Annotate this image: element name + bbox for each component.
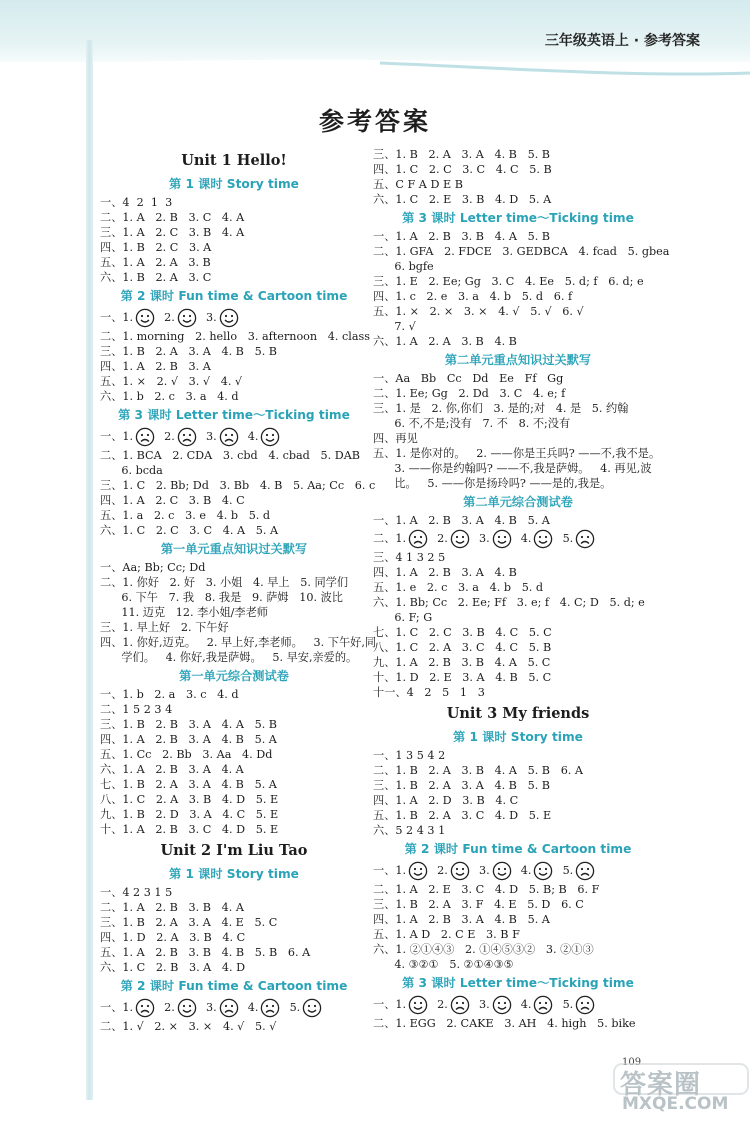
sad-face-icon	[533, 995, 553, 1015]
answer-number: 一、1.	[100, 1001, 134, 1014]
answer-number: 3.	[198, 1001, 217, 1014]
answer-number: 3.	[471, 864, 490, 877]
answer-line: 四、1. D 2. A 3. B 4. C	[100, 931, 246, 944]
happy-face-icon	[408, 995, 428, 1015]
answer-line: 学们。 4. 你好,我是萨姆。 5. 早安,亲爱的。	[100, 651, 358, 664]
answer-line: 七、1. B 2. A 3. A 4. B 5. A	[100, 778, 277, 791]
happy-face-icon	[177, 998, 197, 1018]
sad-face-icon	[575, 861, 595, 881]
answer-line: 八、1. C 2. A 3. B 4. D 5. E	[100, 793, 279, 806]
answer-line: 二、1 5 2 3 4	[100, 703, 173, 716]
answer-number: 5.	[555, 998, 574, 1011]
answer-number: 4.	[240, 430, 259, 443]
answer-line: 五、1. A D 2. C E 3. B F	[373, 928, 520, 941]
answer-line: 三、1. E 2. Ee; Gg 3. C 4. Ee 5. d; f 6. d; e	[373, 275, 644, 288]
sad-face-icon	[135, 427, 155, 447]
answer-number: 3.	[471, 998, 490, 1011]
right-column	[373, 147, 670, 1031]
answer-line: 6. 不,不是;没有 7. 不 8. 不;没有	[373, 417, 571, 430]
face-answer-row	[373, 860, 663, 882]
answer-line: 四、1. c 2. e 3. a 4. b 5. d 6. f	[373, 290, 573, 303]
answer-line: 四、1. A 2. B 3. A 4. B 5. A	[100, 733, 277, 746]
section-heading: 第 3 课时 Letter time～Ticking time	[402, 211, 634, 225]
happy-face-icon	[408, 861, 428, 881]
answer-line: 十、1. D 2. E 3. A 4. B 5. C	[373, 671, 552, 684]
sad-face-icon	[575, 995, 595, 1015]
answer-line: 三、1. C 2. Bb; Dd 3. Bb 4. B 5. Aa; Cc 6. c	[100, 479, 376, 492]
answer-line: 二、1. A 2. B 3. C 4. A	[100, 211, 245, 224]
answer-line: 11. 迈克 12. 李小姐/李老师	[100, 606, 268, 619]
answer-line: 六、1. C 2. B 3. A 4. D	[100, 961, 246, 974]
section-heading: 第一单元综合测试卷	[179, 669, 289, 683]
answer-line: 一、1 3 5 4 2	[373, 749, 446, 762]
answer-line: 三、1. 是 2. 你,你们 3. 是的;对 4. 是 5. 约翰	[373, 402, 629, 415]
answer-line: 四、1. C 2. C 3. C 4. C 5. B	[373, 163, 552, 176]
answer-line: 四、1. A 2. B 3. A 4. B 5. A	[373, 913, 550, 926]
answer-line: 三、1. A 2. C 3. B 4. A	[100, 226, 245, 239]
answer-line: 九、1. B 2. D 3. A 4. C 5. E	[100, 808, 279, 821]
answer-number: 4.	[513, 998, 532, 1011]
watermark-text: 答案圈	[620, 1070, 702, 1100]
happy-face-icon	[302, 998, 322, 1018]
answer-number: 5.	[555, 532, 574, 545]
section-heading: 第 2 课时 Fun time & Cartoon time	[120, 979, 348, 993]
section-heading: 第二单元综合测试卷	[463, 495, 573, 509]
section-heading: 第 1 课时 Story time	[169, 177, 299, 191]
answer-line: 五、1. B 2. A 3. C 4. D 5. E	[373, 809, 552, 822]
sad-face-icon	[260, 998, 280, 1018]
happy-face-icon	[177, 308, 197, 328]
answer-line: 七、1. C 2. C 3. B 4. C 5. C	[373, 626, 552, 639]
answer-line: 二、1. A 2. B 3. B 4. A	[100, 901, 244, 914]
section-heading: 第 3 课时 Letter time～Ticking time	[118, 408, 350, 422]
answer-line: 一、4 2 3 1 5	[100, 886, 173, 899]
answer-line: 6. F; G	[373, 611, 433, 624]
answer-line: 二、1. Ee; Gg 2. Dd 3. C 4. e; f	[373, 387, 566, 400]
answer-number: 5.	[555, 864, 574, 877]
answer-line: 二、1. EGG 2. CAKE 3. AH 4. high 5. bike	[373, 1017, 636, 1030]
sad-face-icon	[408, 529, 428, 549]
answer-line: 五、1. × 2. √ 3. √ 4. √	[100, 375, 243, 388]
answer-line: 三、1. B 2. A 3. F 4. E 5. D 6. C	[373, 898, 584, 911]
answer-line: 四、1. B 2. C 3. A	[100, 241, 212, 254]
answer-line: 三、1. B 2. B 3. A 4. A 5. B	[100, 718, 278, 731]
page-spine	[86, 40, 93, 1100]
answer-line: 7. √	[373, 320, 416, 333]
page-number: 109	[622, 1057, 642, 1068]
happy-face-icon	[533, 529, 553, 549]
answer-line: 二、1. A 2. E 3. C 4. D 5. B; B 6. F	[373, 883, 600, 896]
answer-line: 六、1. ②①④③ 2. ①④⑤③② 3. ②①③	[373, 943, 594, 956]
face-answer-row	[100, 307, 368, 329]
sad-face-icon	[219, 427, 239, 447]
sad-face-icon	[135, 998, 155, 1018]
sad-face-icon	[450, 995, 470, 1015]
unit-heading: Unit 1 Hello!	[181, 152, 287, 169]
page-title: 参考答案	[318, 107, 431, 136]
answer-line: 五、1. A 2. A 3. B	[100, 256, 211, 269]
answer-line: 六、1. A 2. B 3. A 4. A	[100, 763, 244, 776]
answer-number: 4.	[240, 1001, 259, 1014]
section-heading: 第 1 课时 Story time	[453, 730, 583, 744]
face-answer-row	[100, 997, 368, 1019]
happy-face-icon	[492, 529, 512, 549]
answer-line: 二、1. morning 2. hello 3. afternoon 4. class	[100, 330, 371, 343]
answer-number: 5.	[282, 1001, 301, 1014]
answer-line: 五、1. e 2. c 3. a 4. b 5. d	[373, 581, 544, 594]
happy-face-icon	[450, 529, 470, 549]
answer-line: 六、1. A 2. A 3. B 4. B	[373, 335, 517, 348]
answer-line: 六、1. C 2. C 3. C 4. A 5. A	[100, 524, 279, 537]
answer-line: 二、1. BCA 2. CDA 3. cbd 4. cbad 5. DAB	[100, 449, 360, 462]
answer-line: 一、1. A 2. B 3. A 4. B 5. A	[373, 514, 550, 527]
answer-line: 五、1. 是你对的。 2. ——你是王兵吗? ——不,我不是。	[373, 447, 661, 460]
happy-face-icon	[260, 427, 280, 447]
answer-line: 三、1. B 2. A 3. A 4. E 5. C	[100, 916, 278, 929]
answer-line: 一、Aa Bb Cc Dd Ee Ff Gg	[373, 372, 564, 385]
face-answer-row	[373, 994, 663, 1016]
answer-line: 4. ③②① 5. ②①④③⑤	[373, 958, 514, 971]
answer-number: 3.	[198, 311, 217, 324]
happy-face-icon	[492, 861, 512, 881]
section-heading: 第一单元重点知识过关默写	[160, 542, 308, 556]
answer-line: 六、5 2 4 3 1	[373, 824, 446, 837]
answer-line: 九、1. A 2. B 3. B 4. A 5. C	[373, 656, 551, 669]
sad-face-icon	[575, 529, 595, 549]
answer-line: 6. bcda	[100, 464, 163, 477]
answer-number: 2.	[157, 1001, 175, 1014]
answer-number: 一、1.	[373, 864, 407, 877]
answer-line: 6. bgfe	[373, 260, 434, 273]
answer-number: 4.	[513, 864, 532, 877]
unit-heading: Unit 2 I'm Liu Tao	[160, 842, 308, 859]
answer-line: 四、1. A 2. B 3. A	[100, 360, 211, 373]
answer-line: 一、1. A 2. B 3. B 4. A 5. B	[373, 230, 551, 243]
answer-line: 6. 下午 7. 我 8. 我是 9. 萨姆 10. 波比	[100, 591, 343, 604]
happy-face-icon	[533, 861, 553, 881]
answer-line: 四、1. A 2. B 3. A 4. B	[373, 566, 517, 579]
section-heading: 第二单元重点知识过关默写	[444, 353, 592, 367]
answer-line: 三、1. B 2. A 3. A 4. B 5. B	[373, 779, 551, 792]
answer-number: 一、1.	[100, 311, 134, 324]
answer-number: 2.	[430, 998, 448, 1011]
answer-number: 2.	[157, 311, 175, 324]
happy-face-icon	[492, 995, 512, 1015]
answer-number: 一、1.	[100, 430, 134, 443]
answer-line: 二、1. GFA 2. FDCE 3. GEDBCA 4. fcad 5. gbea	[373, 245, 670, 258]
answer-line: 十、1. A 2. B 3. C 4. D 5. E	[100, 823, 279, 836]
happy-face-icon	[219, 308, 239, 328]
answer-line: 三、4 1 3 2 5	[373, 551, 446, 564]
answer-line: 六、1. b 2. c 3. a 4. d	[100, 390, 239, 403]
answer-line: 一、1. b 2. a 3. c 4. d	[100, 688, 239, 701]
answer-line: 十一、4 2 5 1 3	[373, 686, 485, 699]
answer-number: 二、1.	[373, 532, 407, 545]
answer-number: 2.	[157, 430, 175, 443]
answer-line: 三、1. B 2. A 3. A 4. B 5. B	[100, 345, 278, 358]
section-heading: 第 3 课时 Letter time～Ticking time	[402, 976, 634, 990]
answer-line: 四、再见	[373, 432, 418, 445]
section-heading: 第 2 课时 Fun time & Cartoon time	[120, 289, 348, 303]
answer-number: 4.	[513, 532, 532, 545]
answer-line: 六、1. C 2. E 3. B 4. D 5. A	[373, 193, 552, 206]
left-column	[100, 147, 377, 1034]
sad-face-icon	[177, 427, 197, 447]
section-heading: 第 2 课时 Fun time & Cartoon time	[404, 842, 632, 856]
answer-number: 3.	[471, 532, 490, 545]
header-swoosh	[0, 55, 750, 85]
answer-line: 五、1. A 2. B 3. B 4. B 5. B 6. A	[100, 946, 311, 959]
happy-face-icon	[450, 861, 470, 881]
answer-line: 八、1. C 2. A 3. C 4. C 5. B	[373, 641, 552, 654]
face-answer-row	[373, 528, 663, 550]
face-answer-row	[100, 426, 368, 448]
section-heading: 第 1 课时 Story time	[169, 867, 299, 881]
answer-line: 五、1. Cc 2. Bb 3. Aa 4. Dd	[100, 748, 273, 761]
answer-number: 2.	[430, 532, 448, 545]
header-title: 三年级英语上 · 参考答案	[544, 33, 700, 49]
answer-line: 三、1. 早上好 2. 下午好	[100, 621, 229, 634]
answer-line: 四、1. 你好,迈克。 2. 早上好,李老师。 3. 下午好,同	[100, 636, 377, 649]
answer-line: 二、1. √ 2. × 3. × 4. √ 5. √	[100, 1020, 277, 1033]
unit-heading: Unit 3 My friends	[446, 705, 590, 722]
happy-face-icon	[135, 308, 155, 328]
answer-number: 一、1.	[373, 998, 407, 1011]
answer-line: 五、C F A D E B	[373, 178, 463, 191]
answer-line: 三、1. B 2. A 3. A 4. B 5. B	[373, 148, 551, 161]
answer-line: 四、1. A 2. C 3. B 4. C	[100, 494, 245, 507]
watermark-url: MXQE.COM	[622, 1094, 729, 1114]
answer-line: 二、1. 你好 2. 好 3. 小姐 4. 早上 5. 同学们	[100, 576, 349, 589]
answer-number: 3.	[198, 430, 217, 443]
answer-line: 3. ——你是约翰吗? ——不,我是萨姆。 4. 再见,波	[373, 462, 652, 475]
answer-line: 二、1. B 2. A 3. B 4. A 5. B 6. A	[373, 764, 584, 777]
answer-line: 五、1. a 2. c 3. e 4. b 5. d	[100, 509, 271, 522]
answer-line: 五、1. × 2. × 3. × 4. √ 5. √ 6. √	[373, 305, 584, 318]
answer-line: 六、1. B 2. A 3. C	[100, 271, 212, 284]
answer-number: 2.	[430, 864, 448, 877]
answer-line: 比。 5. ——你是扬玲吗? ——是的,我是。	[373, 477, 612, 490]
sad-face-icon	[219, 998, 239, 1018]
answer-line: 一、Aa; Bb; Cc; Dd	[100, 561, 206, 574]
answer-line: 四、1. A 2. D 3. B 4. C	[373, 794, 519, 807]
answer-line: 六、1. Bb; Cc 2. Ee; Ff 3. e; f 4. C; D 5. d; e	[373, 596, 645, 609]
answer-line: 一、4 2 1 3	[100, 196, 173, 209]
